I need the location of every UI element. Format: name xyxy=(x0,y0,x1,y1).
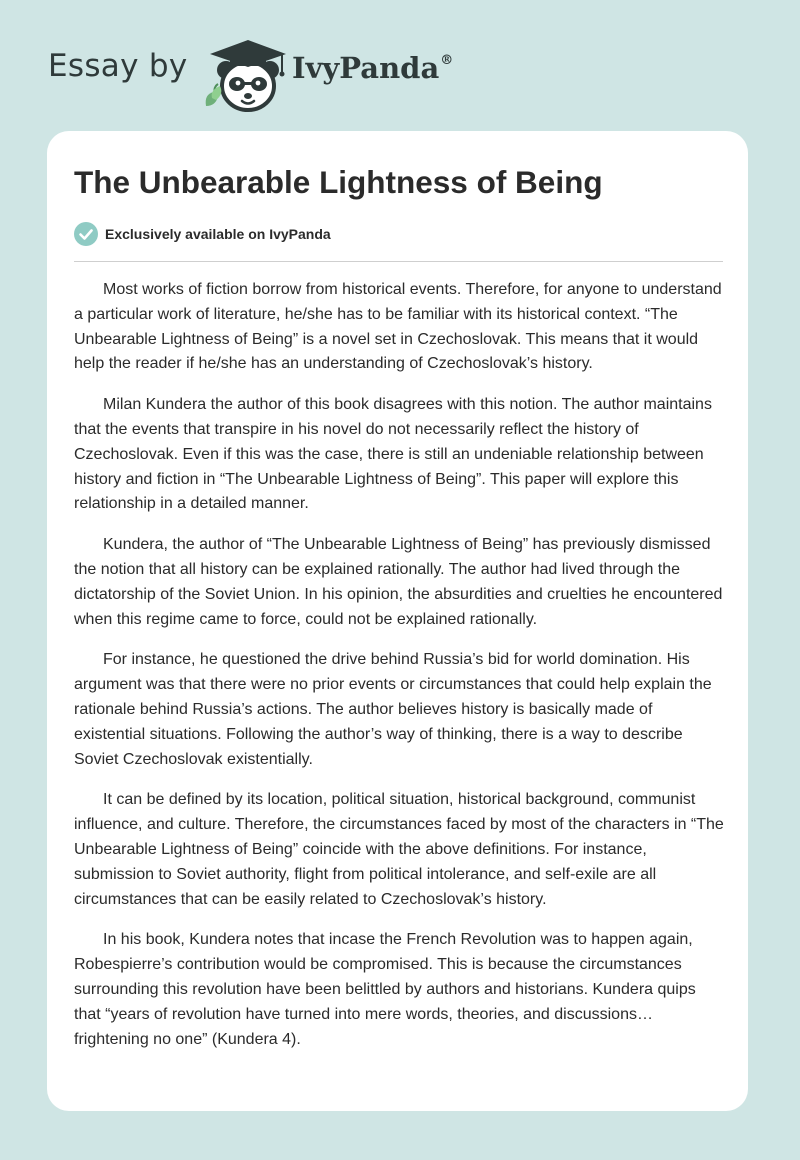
paragraph: Kundera, the author of “The Unbearable Lightness of Being” has previously dismissed the notion that all history can be explained rationally. The author had lived through the dictatorship of the Soviet Union. In his opinion, the absurdities and cruelties he encountered when this regime came to force, could not be explained rationally. xyxy=(74,536,723,628)
brand-name[interactable] xyxy=(292,51,453,85)
brand-name-text: IvyPanda xyxy=(292,51,440,85)
registered-mark: ® xyxy=(440,53,454,68)
paragraph: Most works of fiction borrow from historical events. Therefore, for anyone to understand a particular work of literature, he/she has to be familiar with its historical context. “The Unbearable Lightness of Being” is a novel set in Czechoslovak. This means that it would help the reader if he/she has an understanding of Czechoslovak’s history. xyxy=(74,281,722,373)
paragraph: For instance, he questioned the drive behind Russia’s bid for world domination. His argument was that there were no prior events or circumstances that could help explain the rationale behind Russia’s actions. The author believes history is basically made of existential situations. Following the author’s way of thinking, there is a way to describe Soviet Czechoslovak existentially. xyxy=(74,651,712,768)
site-header xyxy=(48,34,508,114)
check-circle-icon xyxy=(74,222,98,246)
page-title: The Unbearable Lightness of Being xyxy=(74,164,603,200)
article-card xyxy=(47,131,748,1111)
panda-graduate-icon[interactable] xyxy=(200,34,296,114)
paragraph: Milan Kundera the author of this book disagrees with this notion. The author maintains that the events that transpire in his novel do not necessarily reflect the history of Czechoslovak. Even if this was the case, there is still an undeniable relationship between history and fiction in “The Unbearable Lightness of Being”. This paper will explore this relationship in a detailed manner. xyxy=(74,396,712,513)
paragraph: It can be defined by its location, political situation, historical background, communist influence, and culture. Therefore, the circumstances faced by most of the characters in “The Unbearable Lightness of Being” coincide with the above definitions. For instance, submission to Soviet authority, flight from political intolerance, and self-exile are all circumstances that can be easily related to Czechoslovak’s history. xyxy=(74,791,724,908)
paragraph: In his book, Kundera notes that incase the French Revolution was to happen again, Robespierre’s contribution would be compromised. This is because the circumstances surrounding this revolution have been belittled by authors and historians. Kundera quips that “years of revolution have turned into mere words, theories, and discussions… frightening no one” (Kundera 4). xyxy=(74,931,696,1048)
brand-prefix: Essay by xyxy=(48,48,188,84)
article-body xyxy=(74,278,724,1068)
exclusive-badge xyxy=(74,222,331,246)
divider xyxy=(74,261,723,262)
badge-text: Exclusively available on IvyPanda xyxy=(105,226,331,242)
